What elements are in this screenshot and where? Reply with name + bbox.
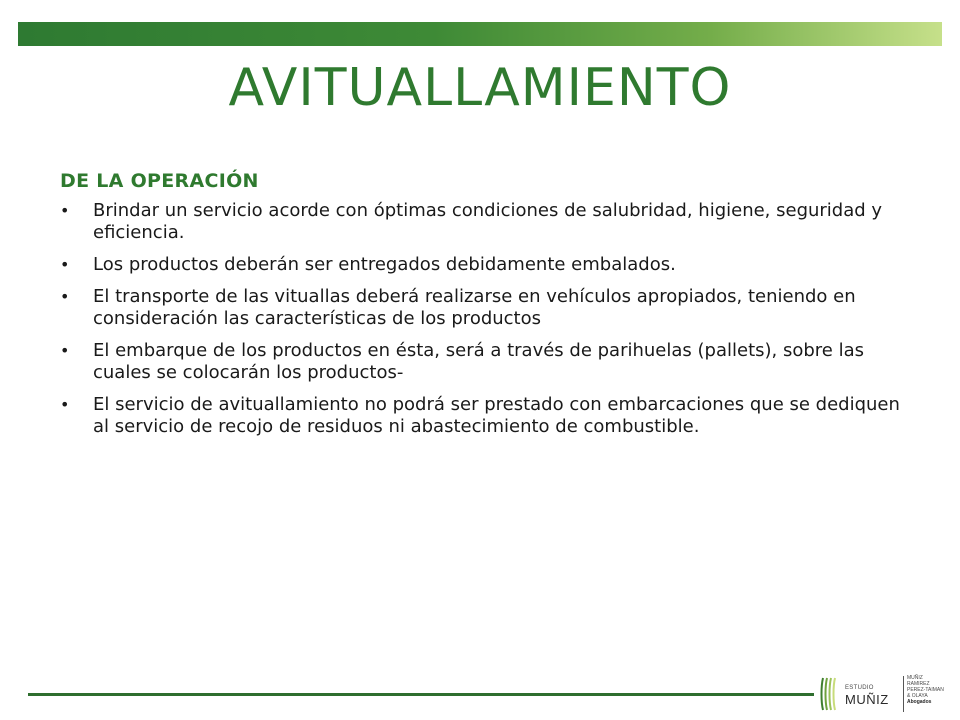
bullet-text: Los productos deberán ser entregados debidamente embalados.	[93, 254, 676, 275]
top-gradient-bar	[18, 22, 942, 46]
bullet-list	[60, 200, 920, 438]
logo-partners	[907, 675, 944, 705]
bullet-item	[60, 340, 920, 384]
logo-bars-icon	[820, 674, 842, 714]
bullet-item	[60, 200, 920, 244]
bullet-icon: •	[60, 341, 70, 360]
bullet-item	[60, 286, 920, 330]
bullet-text: El servicio de avituallamiento no podrá ser prestado con embarcaciones que se dediquen al servicio de recojo de residuos ni abastecimiento de combustible.	[93, 394, 900, 437]
bullet-item	[60, 394, 920, 438]
bullet-icon: •	[60, 287, 70, 306]
firm-logo	[818, 672, 950, 716]
slide-content	[60, 170, 920, 448]
bullet-icon: •	[60, 201, 70, 220]
logo-partner: & OLAYA	[907, 693, 928, 699]
logo-divider	[903, 676, 904, 712]
logo-partner: RAMIREZ	[907, 681, 930, 687]
section-heading: DE LA OPERACIÓN	[60, 170, 259, 192]
bullet-text: El embarque de los productos en ésta, será a través de parihuelas (pallets), sobre las cuales se colocarán los productos-	[93, 340, 864, 383]
bullet-item	[60, 254, 920, 276]
logo-partner: PEREZ-TAIMAN	[907, 687, 944, 693]
bullet-text: El transporte de las vituallas deberá realizarse en vehículos apropiados, teniendo en consideración las características de los productos	[93, 286, 856, 329]
bullet-icon: •	[60, 255, 70, 274]
slide-title: AVITUALLAMIENTO	[228, 58, 732, 118]
logo-suffix: Abogados	[907, 699, 932, 705]
logo-name: MUÑIZ	[845, 692, 889, 707]
logo-partner: MUÑIZ	[907, 675, 923, 681]
logo-estudio-label: ESTUDIO	[845, 685, 874, 691]
bullet-text: Brindar un servicio acorde con óptimas condiciones de salubridad, higiene, seguridad y eficiencia.	[93, 200, 883, 243]
footer-divider-line	[28, 693, 814, 696]
bullet-icon: •	[60, 395, 70, 414]
